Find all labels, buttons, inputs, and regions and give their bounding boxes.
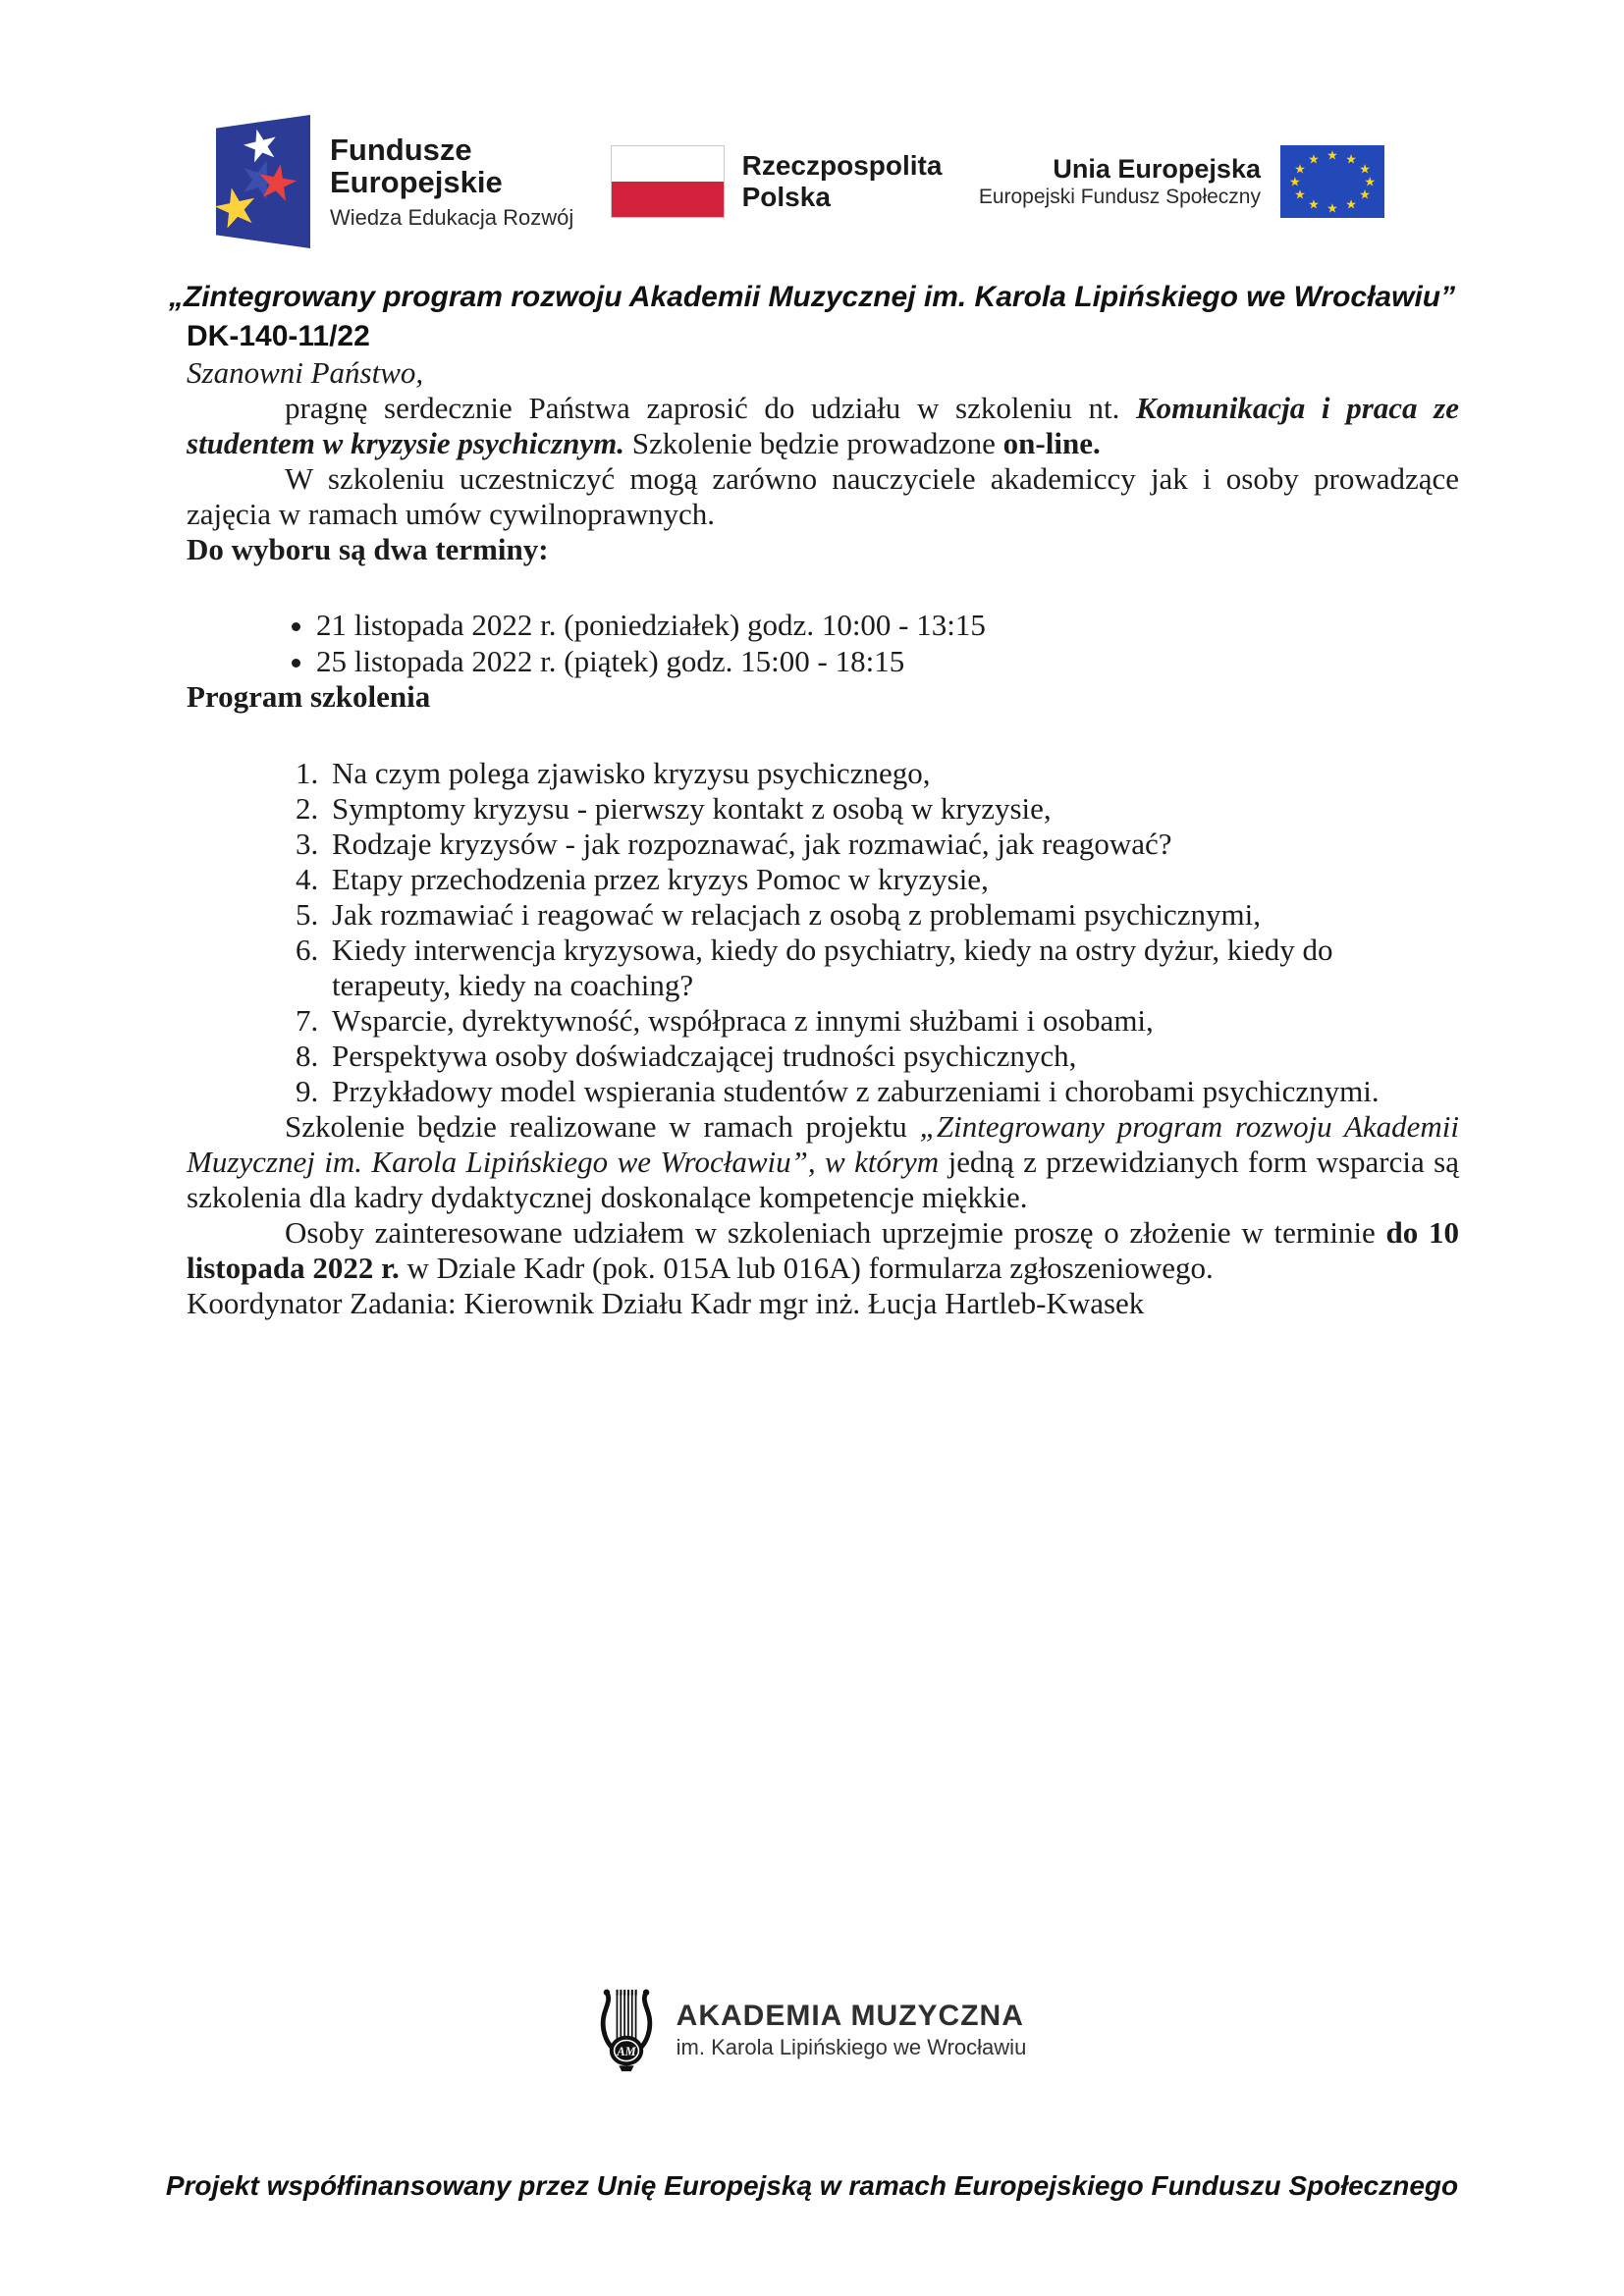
star-icon: ★: [1326, 147, 1338, 163]
star-icon: ★: [1288, 174, 1301, 189]
star-icon: ★: [1364, 174, 1376, 189]
eu-logo-line2: Europejski Fundusz Społeczny: [978, 186, 1261, 208]
star-icon: ★: [1294, 161, 1306, 177]
reference-number: DK-140-11/22: [187, 320, 370, 352]
am-logo-line2: im. Karola Lipińskiego we Wrocławiu: [676, 2035, 1027, 2059]
program-list: [187, 756, 1459, 1109]
invitation-text: pragnę serdecznie Państwa zaprosić do udziału w szkoleniu nt.: [285, 391, 1136, 425]
online-text: on-line.: [1002, 426, 1101, 460]
program-item: 1. Na czym polega zjawisko kryzysu psychicznego,: [326, 756, 1459, 791]
program-item: 4. Etapy przechodzenia przez kryzys Pomoc w kryzysie,: [326, 862, 1459, 897]
project-text: Szkolenie będzie realizowane w ramach projektu: [285, 1109, 920, 1144]
fe-logo-line1: Fundusze: [330, 133, 472, 167]
eu-flag-icon: [1280, 145, 1384, 218]
unia-europejska-logo: [979, 145, 1384, 218]
project-text: jedną z przewidzianych form wsparcia są szkolenia dla kadry dydaktycznej doskonalące kompetencje miękkie.: [187, 1145, 1459, 1214]
am-logo-line1: AKADEMIA MUZYCZNA: [676, 2000, 1024, 2032]
paragraph-project: [187, 1109, 1459, 1215]
fundusze-europejskie-wordmark: [330, 133, 573, 230]
pl-logo-line1: Rzeczpospolita: [741, 150, 943, 181]
fe-logo-subtitle: Wiedza Edukacja Rozwój: [330, 205, 574, 230]
fe-logo-line2: Europejskie: [330, 165, 503, 199]
paragraph-invitation: [187, 391, 1459, 461]
star-icon: ★: [1308, 196, 1320, 212]
deadline-text: do 10 listopada 2022 r.: [187, 1215, 1459, 1285]
lyre-icon: [598, 1987, 655, 2073]
term-item: • 21 listopada 2022 r. (poniedziałek) godz. 10:00 - 13:15: [316, 607, 1459, 643]
project-title: „Zintegrowany program rozwoju Akademii Muzycznej im. Karola Lipińskiego we Wrocławiu”: [168, 281, 1456, 313]
program-item: 5. Jak rozmawiać i reagować w relacjach z osobą z problemami psychicznymi,: [326, 897, 1459, 933]
star-icon: ★: [1345, 151, 1357, 167]
eu-funding-logos-bar: [0, 0, 1624, 249]
star-icon: ★: [1326, 200, 1338, 216]
funding-note: Projekt współfinansowany przez Unię Europejską w ramach Europejskiego Funduszu Społecznego: [165, 2170, 1459, 2201]
star-icon: ★: [1294, 187, 1306, 202]
signup-text: Osoby zainteresowane udziałem w szkoleniach uprzejmie proszę o złożenie w terminie: [285, 1215, 1386, 1250]
term-item: • 25 listopada 2022 r. (piątek) godz. 15:00 - 18:15: [316, 643, 1459, 679]
rzeczpospolita-polska-logo: [611, 145, 943, 218]
letter-body: [187, 355, 1459, 1321]
poland-wordmark: [742, 150, 943, 213]
invitation-text: Szkolenie będzie prowadzone: [624, 426, 1003, 460]
star-icon: ★: [1308, 151, 1320, 167]
program-item: 3. Rodzaje kryzysów - jak rozpoznawać, jak rozmawiać, jak reagować?: [326, 827, 1459, 862]
poland-flag-icon: [611, 145, 725, 218]
program-item: 2. Symptomy kryzysu - pierwszy kontakt z osobą w kryzysie,: [326, 791, 1459, 827]
signup-text: w Dziale Kadr (pok. 015A lub 016A) formularza zgłoszeniowego.: [399, 1251, 1214, 1285]
terms-heading: Do wyboru są dwa terminy:: [187, 532, 549, 566]
program-item: 6. Kiedy interwencja kryzysowa, kiedy do psychiatry, kiedy na ostry dyżur, kiedy do terapeuty, kiedy na coaching?: [326, 933, 1459, 1003]
salutation: Szanowni Państwo,: [187, 355, 424, 390]
program-item: 8. Perspektywa osoby doświadczającej trudności psychicznych,: [326, 1039, 1459, 1074]
program-heading: Program szkolenia: [187, 679, 431, 714]
am-monogram: AM: [617, 2044, 636, 2058]
program-item: 7. Wsparcie, dyrektywność, współpraca z innymi służbami i osobami,: [326, 1003, 1459, 1039]
akademia-muzyczna-logo: [0, 1987, 1624, 2073]
pl-logo-line2: Polska: [741, 182, 831, 212]
star-icon: ★: [1359, 161, 1371, 177]
paragraph-participants: W szkoleniu uczestniczyć mogą zarówno nauczyciele akademiccy jak i osoby prowadzące zajęcia w ramach umów cywilnoprawnych.: [187, 461, 1459, 531]
project-name-text: „Zintegrowany program rozwoju Akademii Muzycznej im. Karola Lipińskiego we Wrocławiu”, w którym: [187, 1109, 1459, 1179]
paragraph-signup: [187, 1215, 1459, 1286]
star-icon: ★: [1345, 196, 1357, 212]
eu-wordmark: [979, 154, 1261, 209]
fundusze-europejskie-logo: [216, 115, 573, 248]
training-title-text: Komunikacja i praca ze studentem w kryzysie psychicznym.: [187, 391, 1459, 460]
coordinator-line: Koordynator Zadania: Kierownik Działu Kadr mgr inż. Łucja Hartleb-Kwasek: [187, 1286, 1145, 1320]
star-icon: ★: [1359, 187, 1371, 202]
terms-list: [187, 607, 1459, 679]
fundusze-europejskie-flag-icon: [216, 115, 310, 248]
akademia-muzyczna-wordmark: [677, 2000, 1027, 2060]
eu-logo-line1: Unia Europejska: [1053, 154, 1261, 184]
program-item: 9. Przykładowy model wspierania studentów z zaburzeniami i chorobami psychicznymi.: [326, 1074, 1459, 1109]
